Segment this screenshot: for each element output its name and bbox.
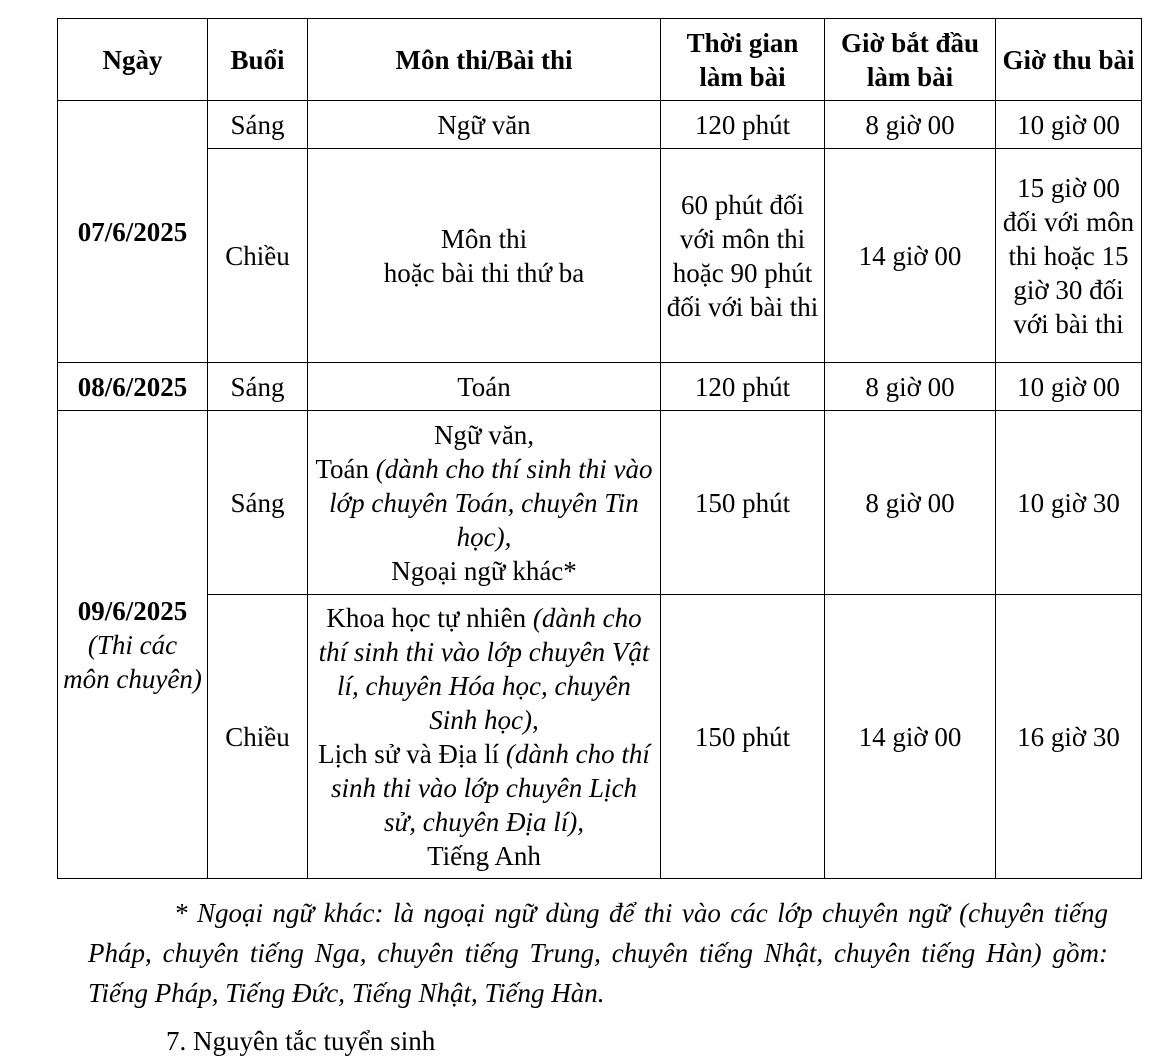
subject-line bbox=[312, 737, 656, 839]
header-date: Ngày bbox=[58, 19, 208, 101]
table-row bbox=[58, 101, 1142, 149]
table-row bbox=[58, 411, 1142, 595]
end-time-cell: 16 giờ 30 bbox=[996, 595, 1142, 879]
subject-line: Môn thi bbox=[440, 223, 528, 254]
date-cell: 07/6/2025 bbox=[58, 101, 208, 363]
header-duration: Thời gian làm bài bbox=[661, 19, 825, 101]
subject-cell bbox=[308, 149, 661, 363]
subject-name: Toán bbox=[315, 453, 370, 484]
duration-cell: 60 phút đối với môn thi hoặc 90 phút đối với bài thi bbox=[661, 149, 825, 363]
header-session: Buổi bbox=[208, 19, 308, 101]
end-time-cell: 10 giờ 30 bbox=[996, 411, 1142, 595]
date-note: (Thi các môn chuyên) bbox=[63, 629, 202, 694]
subject-note: (dành cho thí sinh thi vào lớp chuyên Lịch sử, chuyên Địa lí), bbox=[330, 738, 650, 837]
subject-cell: Ngữ văn bbox=[308, 101, 661, 149]
table-header-row bbox=[58, 19, 1142, 101]
exam-schedule-table bbox=[57, 18, 1142, 879]
date-value: 09/6/2025 bbox=[77, 595, 188, 626]
end-time-cell: 15 giờ 00 đối với môn thi hoặc 15 giờ 30 đối với bài thi bbox=[996, 149, 1142, 363]
session-cell: Sáng bbox=[208, 411, 308, 595]
start-time-cell: 8 giờ 00 bbox=[825, 101, 996, 149]
footnote bbox=[88, 893, 1108, 1013]
start-time-cell: 8 giờ 00 bbox=[825, 363, 996, 411]
header-end-time: Giờ thu bài bbox=[996, 19, 1142, 101]
subject-name: Lịch sử và Địa lí bbox=[318, 738, 500, 769]
date-cell bbox=[58, 411, 208, 879]
duration-cell: 150 phút bbox=[661, 411, 825, 595]
subject-note: (dành cho thí sinh thi vào lớp chuyên Vật lí, chuyên Hóa học, chuyên Sinh học), bbox=[318, 602, 650, 735]
table-row bbox=[58, 595, 1142, 879]
session-cell: Chiều bbox=[208, 149, 308, 363]
session-cell: Sáng bbox=[208, 363, 308, 411]
header-start-time: Giờ bắt đầu làm bài bbox=[825, 19, 996, 101]
table-row bbox=[58, 363, 1142, 411]
subject-line: hoặc bài thi thứ ba bbox=[383, 257, 585, 288]
end-time-cell: 10 giờ 00 bbox=[996, 101, 1142, 149]
duration-cell: 120 phút bbox=[661, 101, 825, 149]
next-section-heading: 7. Nguyên tắc tuyển sinh bbox=[166, 1026, 436, 1056]
footnote-text: * Ngoại ngữ khác: là ngoại ngữ dùng để thi vào các lớp chuyên ngữ (chuyên tiếng Pháp, chuyên tiếng Nga, chuyên tiếng Trung, chuyên tiếng Nhật, chuyên tiếng Hàn) gồm: Tiếng Pháp, Tiếng Đức, Tiếng Nhật, Tiếng Hàn. bbox=[88, 898, 1108, 1008]
start-time-cell: 14 giờ 00 bbox=[825, 595, 996, 879]
subject-name: Khoa học tự nhiên bbox=[326, 602, 527, 633]
subject-line bbox=[312, 601, 656, 737]
subject-cell: Toán bbox=[308, 363, 661, 411]
subject-line: Tiếng Anh bbox=[427, 840, 541, 871]
subject-cell bbox=[308, 595, 661, 879]
subject-line: Ngoại ngữ khác* bbox=[391, 555, 577, 586]
subject-note: (dành cho thí sinh thi vào lớp chuyên Toán, chuyên Tin học), bbox=[329, 453, 653, 552]
start-time-cell: 8 giờ 00 bbox=[825, 411, 996, 595]
session-cell: Sáng bbox=[208, 101, 308, 149]
start-time-cell: 14 giờ 00 bbox=[825, 149, 996, 363]
subject-line bbox=[312, 452, 656, 554]
subject-line: Ngữ văn, bbox=[433, 419, 535, 450]
end-time-cell: 10 giờ 00 bbox=[996, 363, 1142, 411]
duration-cell: 150 phút bbox=[661, 595, 825, 879]
table-row bbox=[58, 149, 1142, 363]
session-cell: Chiều bbox=[208, 595, 308, 879]
header-subject: Môn thi/Bài thi bbox=[308, 19, 661, 101]
duration-cell: 120 phút bbox=[661, 363, 825, 411]
subject-cell bbox=[308, 411, 661, 595]
date-cell: 08/6/2025 bbox=[58, 363, 208, 411]
